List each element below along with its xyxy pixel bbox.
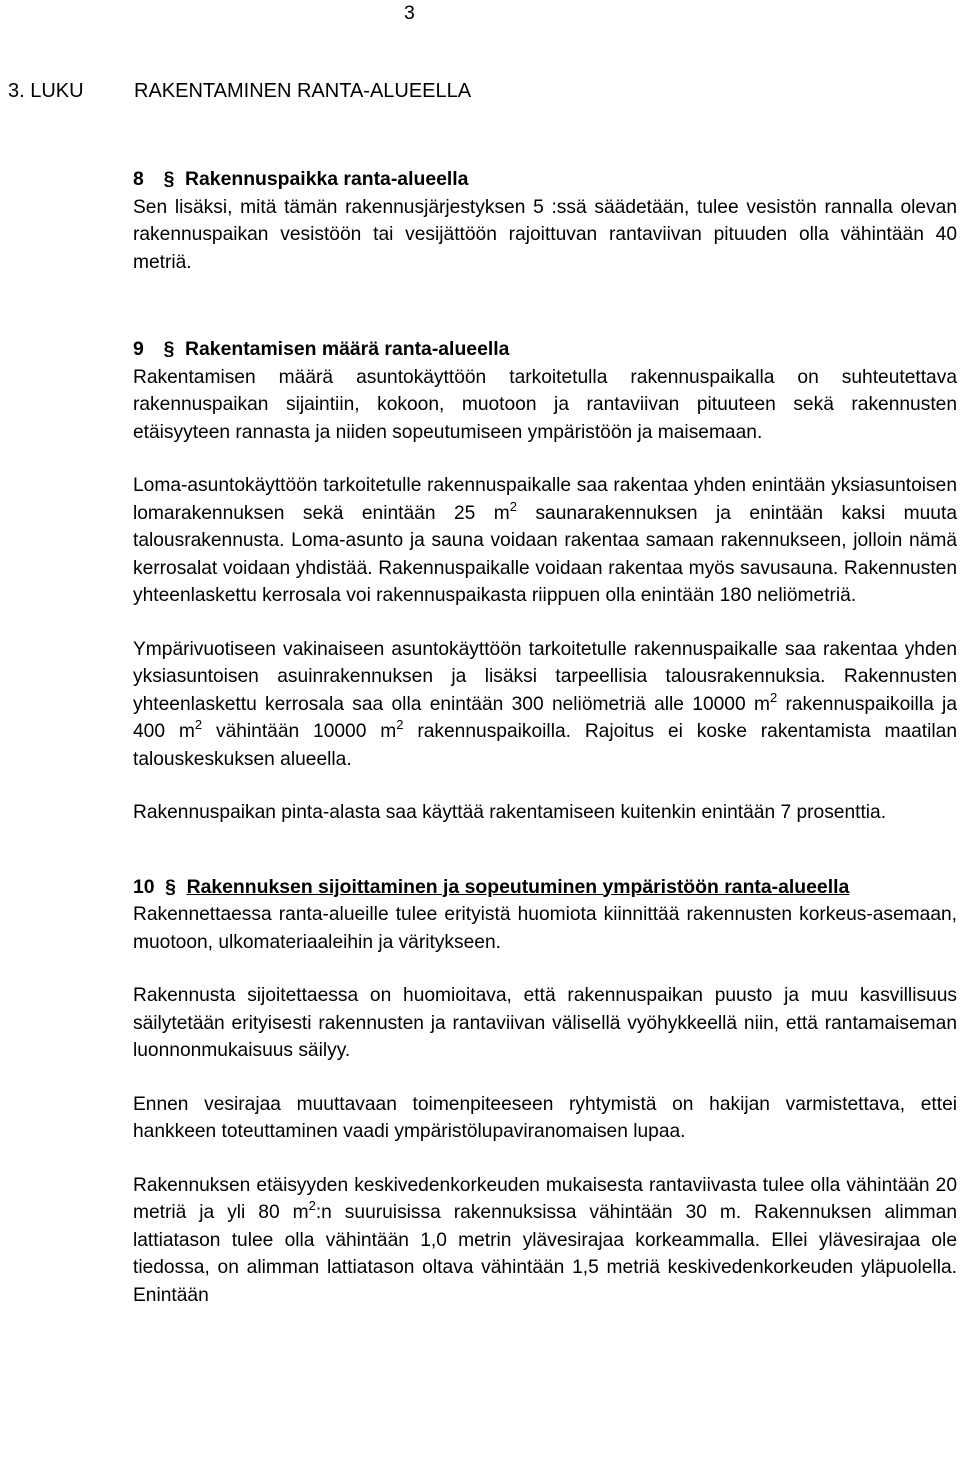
text-run: Ympärivuotiseen vakinaiseen asuntokäyttöön tarkoitetulle rakennuspaikalle saa rakentaa yhden yksiasuntoisen asuinrakennuksen ja lisäksi tarpeellisia talousrakennuksia. Rakennusten yhteenlaskettu kerrosala saa olla enintään 300 neliömetriä alle 10000 m — [133, 638, 957, 715]
chapter-title: RAKENTAMINEN RANTA-ALUEELLA — [134, 80, 472, 102]
paragraph — [133, 1172, 957, 1310]
document-body — [133, 166, 957, 1309]
section-10 — [133, 874, 957, 1310]
superscript: 2 — [308, 1198, 316, 1213]
section-number: 9 — [133, 338, 144, 360]
page-number: 3 — [404, 2, 415, 24]
section-title: Rakennuspaikka ranta-alueella — [185, 168, 469, 190]
paragraph: Rakentamisen määrä asuntokäyttöön tarkoitetulla rakennuspaikalla on suhteutettava rakennuspaikan sijaintiin, kokoon, muotoon ja rantaviivan pituuteen sekä rakennusten etäisyyteen rannasta ja niiden sopeutumiseen ympäristöön ja maisemaan. — [133, 366, 957, 443]
text-run: vähintään 10000 m — [215, 721, 397, 742]
text-run: Rakennuksen etäisyyden keskivedenkorkeuden mukaisesta rantaviivasta tulee olla vähintään 20 metriä ja yli 80 m — [133, 1174, 957, 1223]
section-title: Rakentamisen määrä ranta-alueella — [185, 338, 510, 360]
chapter-heading — [8, 80, 471, 103]
section-symbol: § — [163, 338, 175, 360]
section-8 — [133, 166, 957, 276]
text-run: rakennuspaikoilla. Rajoitus ei koske rakentamista maatilan talouskeskuksen alueella. — [133, 721, 957, 770]
section-heading — [133, 336, 957, 364]
paragraph: Rakennettaessa ranta-alueille tulee erityistä huomiota kiinnittää rakennusten korkeus-asemaan, muotoon, ulkomateriaaleihin ja väritykseen. — [133, 904, 957, 953]
paragraph: Rakennusta sijoitettaessa on huomioitava, että rakennuspaikan puusto ja muu kasvillisuus säilytetään erityisesti rakennusten ja rantaviivan välisellä vyöhykkeellä niin, että rantamaiseman luonnonmukaisuus säilyy. — [133, 985, 957, 1061]
section-heading — [133, 166, 957, 194]
chapter-label: 3. LUKU — [8, 80, 84, 102]
superscript: 2 — [509, 498, 517, 514]
text-run: Loma-asuntokäyttöön tarkoitetulle rakennuspaikalle saa rakentaa yhden enintään yksiasuntoisen lomarakennuksen sekä enintään 25 m — [133, 475, 957, 524]
superscript: 2 — [194, 717, 203, 732]
text-run: rakennuspaikoilla ja 400 m — [133, 693, 957, 742]
section-title: Rakennuksen sijoittaminen ja sopeutuminen ympäristöön ranta-alueella — [186, 875, 850, 898]
text-run: :n suuruisissa rakennuksissa vähintään 30 m. Rakennuksen alimman lattiatason tulee olla vähintään 1,0 metrin ylävesirajaa korkeammalla. Ellei ylävesirajaa ole tiedossa, on alimman lattiatason oltava vähintään 1,5 metriä keskivedenkorkeuden yläpuolella. Enintään — [133, 1202, 957, 1306]
paragraph: Ennen vesirajaa muuttavaan toimenpiteeseen ryhtymistä on hakijan varmistettava, ettei hankkeen toteuttaminen vaadi ympäristölupaviranomaisen lupaa. — [133, 1093, 957, 1142]
paragraph: Rakennuspaikan pinta-alasta saa käyttää rakentamiseen kuitenkin enintään 7 prosenttia. — [133, 802, 887, 823]
superscript: 2 — [769, 689, 778, 705]
section-symbol: § — [165, 875, 176, 898]
section-number: 10 — [133, 875, 155, 898]
section-number: 8 — [133, 168, 144, 190]
section-heading — [133, 874, 957, 902]
section-9 — [133, 336, 957, 827]
superscript: 2 — [396, 717, 404, 732]
paragraph: Sen lisäksi, mitä tämän rakennusjärjestyksen 5 :ssä säädetään, tulee vesistön rannalla olevan rakennuspaikan vesistöön tai vesijättöön rajoittuvan rantaviivan pituuden olla vähintään 40 metriä. — [133, 196, 957, 273]
section-symbol: § — [163, 168, 175, 190]
paragraph — [133, 636, 957, 774]
paragraph — [133, 472, 957, 610]
text-run: saunarakennuksen ja enintään kaksi muuta talousrakennusta. Loma-asunto ja sauna voidaan rakentaa samaan rakennukseen, jolloin nämä kerrosalat voidaan yhdistää. Rakennuspaikalle voidaan rakentaa myös savusauna. Rakennusten yhteenlaskettu kerrosala voi rakennuspaikasta riippuen olla enintään 180 neliömetriä. — [133, 502, 957, 606]
